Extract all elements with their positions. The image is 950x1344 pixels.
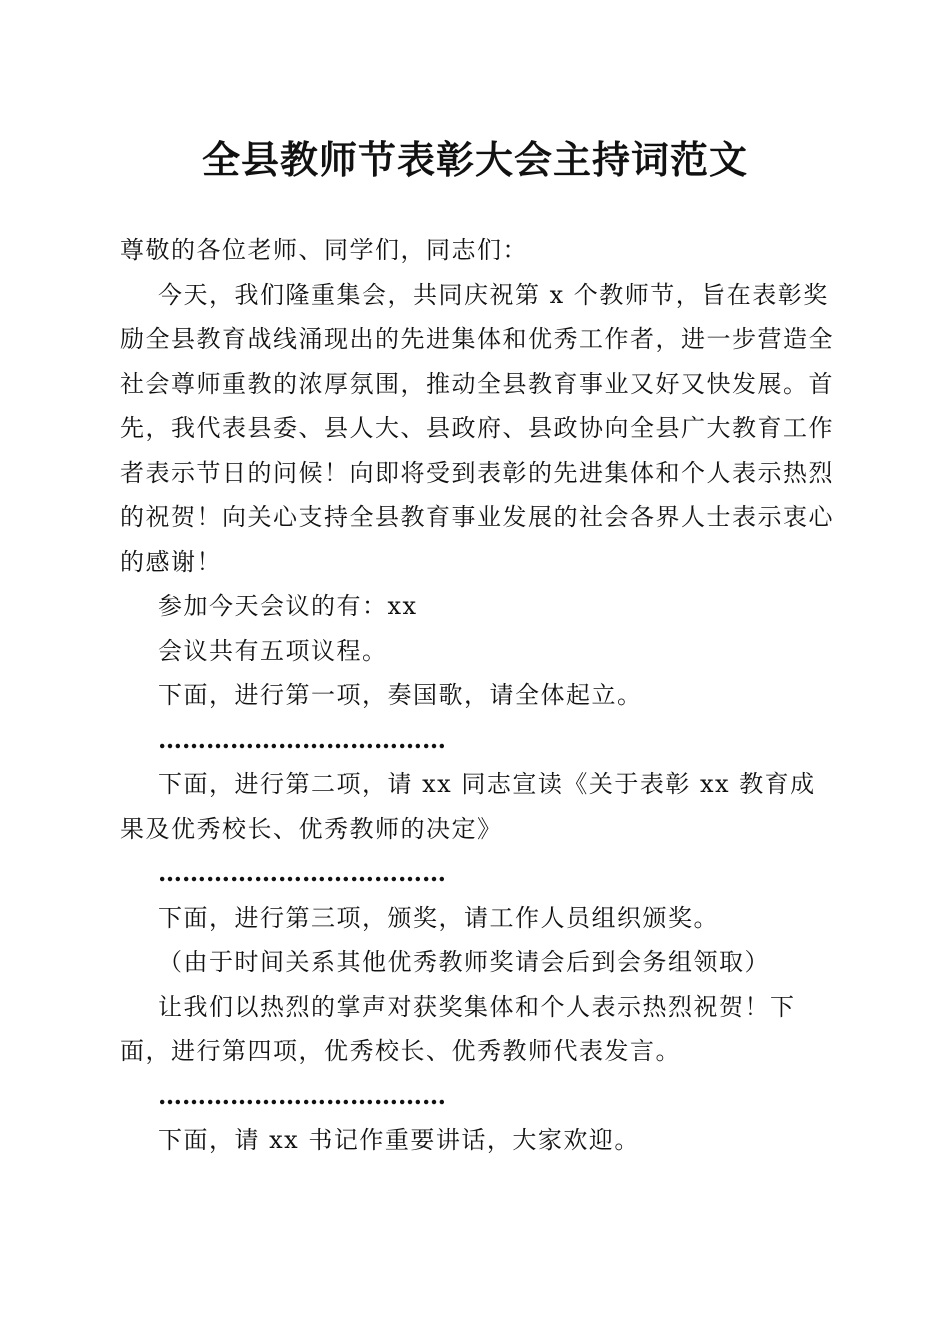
paragraph-item-one: 下面，进行第一项，奏国歌，请全体起立。 bbox=[158, 681, 643, 709]
paragraph-item-four: 让我们以热烈的掌声对获奖集体和个人表示热烈祝贺！下面，进行第四项，优秀校长、优秀教师代表发言。 bbox=[120, 992, 796, 1065]
paragraph-item-three: 下面，进行第三项，颁奖，请工作人员组织颁奖。 bbox=[158, 903, 719, 932]
ellipsis-separator-1: ……………………………… bbox=[158, 724, 446, 754]
paragraph-opening: 今天，我们隆重集会，共同庆祝第 x 个教师节，旨在表彰奖励全县教育战线涌现出的先进集体和优秀工作者，进一步营造全社会尊师重教的浓厚氛围，推动全县教育事业又好又快发展。首先，我代表县委、县人大、县政府、县政协向全县广大教育工作者表示节日的问候！向即将受到表彰的先进集体和个人表示热烈的祝贺！向关心支持全县教育事业发展的社会各界人士表示衷心的感谢！ bbox=[120, 280, 834, 576]
ellipsis-separator-3: ……………………………… bbox=[158, 1080, 446, 1110]
paragraph-item-five: 下面，请 xx 书记作重要讲话，大家欢迎。 bbox=[158, 1126, 640, 1154]
ellipsis-separator-2: ……………………………… bbox=[158, 858, 446, 887]
paragraph-attendees: 参加今天会议的有：xx bbox=[158, 592, 418, 620]
paragraph-note: （由于时间关系其他优秀教师奖请会后到会务组领取） bbox=[158, 948, 770, 976]
document-body bbox=[120, 228, 840, 1163]
document-title: 全县教师节表彰大会主持词范文 bbox=[201, 137, 748, 182]
paragraph-agenda-count: 会议共有五项议程。 bbox=[158, 636, 388, 665]
paragraph-item-two: 下面，进行第二项，请 xx 同志宣读《关于表彰 xx 教育成果及优秀校长、优秀教师的决定》 bbox=[120, 770, 816, 843]
greeting-line: 尊敬的各位老师、同学们，同志们： bbox=[120, 236, 528, 264]
